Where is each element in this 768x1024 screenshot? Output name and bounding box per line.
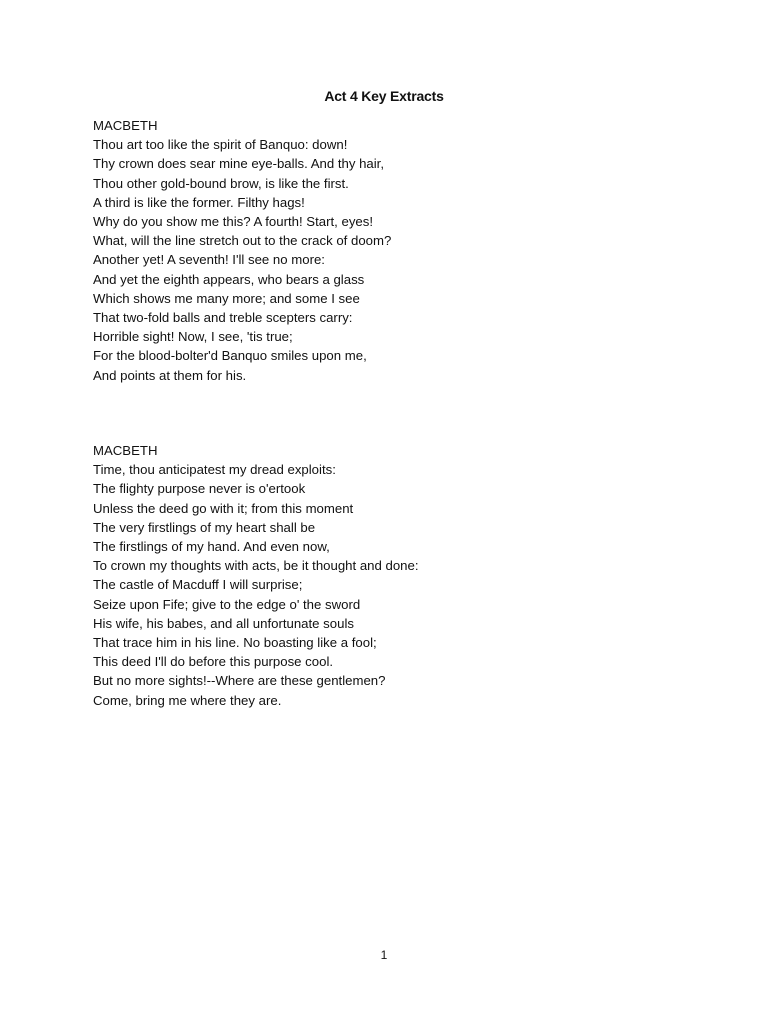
verse-line: Another yet! A seventh! I'll see no more: [93,252,325,268]
verse-line: And points at them for his. [93,367,247,383]
verse-line: Time, thou anticipatest my dread exploits: [93,462,336,478]
verse-line: The flighty purpose never is o'ertook [93,481,306,497]
verse-line: But no more sights!--Where are these gentlemen? [93,673,386,689]
verse-line: The firstlings of my hand. And even now, [93,539,330,555]
verse-line: For the blood-bolter'd Banquo smiles upon me, [93,348,367,364]
verse-line: The very firstlings of my heart shall be [93,519,316,535]
verse-line: A third is like the former. Filthy hags! [93,194,305,210]
extract-1 [93,116,713,385]
verse-line: That two-fold balls and treble scepters carry: [93,310,353,326]
verse-line: To crown my thoughts with acts, be it thought and done: [93,558,419,574]
verse-line: Thy crown does sear mine eye-balls. And thy hair, [93,156,384,172]
verse-line: This deed I'll do before this purpose cool. [93,654,334,670]
verse-line: The castle of Macduff I will surprise; [93,577,303,593]
speaker-name: MACBETH [93,118,158,133]
verse-line: And yet the eighth appears, who bears a glass [93,271,365,287]
speaker-name: MACBETH [93,443,158,458]
verse-line: Thou art too like the spirit of Banquo: down! [93,137,348,153]
verse-line: Thou other gold-bound brow, is like the first. [93,175,349,191]
verse-line: What, will the line stretch out to the crack of doom? [93,233,392,249]
extract-2 [93,441,713,710]
verse-line: Horrible sight! Now, I see, 'tis true; [93,329,293,345]
verse-line: That trace him in his line. No boasting like a fool; [93,635,377,651]
verse-line: His wife, his babes, and all unfortunate souls [93,615,354,631]
verse-line: Unless the deed go with it; from this moment [93,500,354,516]
verse-line: Seize upon Fife; give to the edge o' the sword [93,596,361,612]
document-title: Act 4 Key Extracts [324,88,444,104]
verse-line: Come, bring me where they are. [93,692,282,708]
verse-line: Which shows me many more; and some I see [93,290,360,306]
verse-line: Why do you show me this? A fourth! Start, eyes! [93,214,374,230]
page-number: 1 [380,948,388,962]
